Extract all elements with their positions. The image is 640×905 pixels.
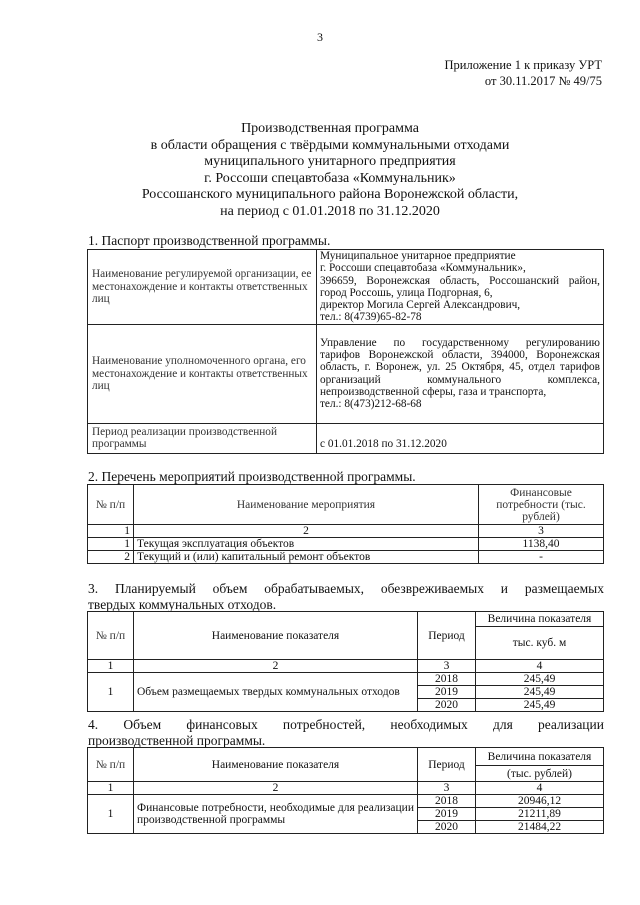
- section-2-heading: 2. Перечень мероприятий производственной программы.: [88, 469, 416, 484]
- row-name: Текущая эксплуатация объектов: [134, 538, 479, 551]
- table-row: [88, 551, 604, 564]
- passport-table: [87, 249, 604, 454]
- column-number-row: [88, 660, 604, 673]
- appendix-line-2: от 30.11.2017 № 49/75: [484, 74, 602, 88]
- table-header-row: [88, 612, 604, 627]
- row-value: -: [479, 551, 604, 564]
- row-value: 21211,89: [476, 808, 604, 821]
- value-line: Управление по государственному регулированию тарифов Воронежской области, 394000, Воронежская область, г. Воронеж, ул. 25 Октября, 45, отдел тарифов организаций коммунального комплекса, непроизводственной сферы, газа и транспорта,: [320, 336, 600, 399]
- col-number: 1: [88, 660, 134, 673]
- column-number-row: [88, 525, 604, 538]
- passport-value: [317, 324, 604, 423]
- passport-label: Наименование регулируемой организации, ее местонахождение и контакты ответственных лиц: [88, 250, 317, 325]
- row-value: 1138,40: [479, 538, 604, 551]
- row-value: 245,49: [476, 699, 604, 712]
- row-period: 2018: [418, 795, 476, 808]
- header-value: Финансовые потребности (тыс. рублей): [479, 485, 604, 525]
- passport-value: с 01.01.2018 по 31.12.2020: [317, 423, 604, 453]
- row-value: 20946,12: [476, 795, 604, 808]
- row-num: 1: [88, 673, 134, 712]
- title-line: г. Россоши спецавтобаза «Коммунальник»: [204, 170, 456, 186]
- col-number: 1: [88, 525, 134, 538]
- row-period: 2019: [418, 686, 476, 699]
- title-line: в области обращения с твёрдыми коммунальными отходами: [150, 137, 510, 153]
- financial-needs-table: [87, 747, 604, 834]
- header-value: Величина показателя: [476, 612, 604, 627]
- heading-line: твердых коммунальных отходов.: [88, 597, 277, 612]
- table-row: [88, 673, 604, 686]
- col-number: 3: [418, 782, 476, 795]
- table-header-row: [88, 485, 604, 525]
- header-name: Наименование показателя: [134, 612, 418, 660]
- header-num: № п/п: [88, 485, 134, 525]
- header-unit: (тыс. рублей): [476, 766, 604, 782]
- header-value: Величина показателя: [476, 748, 604, 766]
- page-number: 3: [317, 30, 323, 44]
- table-row: [88, 423, 604, 453]
- title-line: Производственная программа: [241, 121, 419, 136]
- title-line: муниципального унитарного предприятия: [204, 154, 456, 169]
- value-line: 396659, Воронежская область, Россошанский район, город Россошь, улица Подгорная, 6,: [320, 274, 600, 299]
- col-number: 4: [476, 660, 604, 673]
- row-value: 245,49: [476, 673, 604, 686]
- row-value: 245,49: [476, 686, 604, 699]
- header-num: № п/п: [88, 748, 134, 782]
- header-period: Период: [418, 748, 476, 782]
- measures-table: [87, 484, 604, 564]
- heading-line: 3. Планируемый объем обрабатываемых, обезвреживаемых и размещаемых: [88, 581, 604, 596]
- row-num: 2: [88, 551, 134, 564]
- header-name: Наименование мероприятия: [134, 485, 479, 525]
- column-number-row: [88, 782, 604, 795]
- heading-line: 4. Объем финансовых потребностей, необходимых для реализации: [88, 717, 604, 732]
- row-name: Финансовые потребности, необходимые для реализации производственной программы: [134, 795, 418, 834]
- appendix-note: [380, 57, 602, 89]
- col-number: 3: [418, 660, 476, 673]
- row-period: 2019: [418, 808, 476, 821]
- value-line: г. Россоши спецавтобаза «Коммунальник»,: [320, 262, 526, 275]
- row-value: 21484,22: [476, 821, 604, 834]
- value-line: тел.: 8(4739)65-82-78: [320, 311, 422, 324]
- row-period: 2020: [418, 699, 476, 712]
- col-number: 3: [479, 525, 604, 538]
- waste-volume-table: [87, 611, 604, 712]
- col-number: 2: [134, 782, 418, 795]
- table-row: [88, 795, 604, 808]
- appendix-line-1: Приложение 1 к приказу УРТ: [444, 58, 602, 72]
- title-line: Россошанского муниципального района Воронежской области,: [141, 187, 519, 202]
- section-4-heading: [88, 717, 604, 749]
- header-unit: тыс. куб. м: [476, 627, 604, 660]
- value-line: Муниципальное унитарное предприятие: [320, 250, 516, 262]
- header-name: Наименование показателя: [134, 748, 418, 782]
- table-header-row: [88, 748, 604, 766]
- passport-label: Наименование уполномоченного органа, его местонахождение и контакты ответственных лиц: [88, 324, 317, 423]
- value-line: директор Могила Сергей Александрович,: [320, 299, 521, 312]
- heading-line: производственной программы.: [88, 733, 266, 748]
- row-period: 2020: [418, 821, 476, 834]
- section-1-heading: 1. Паспорт производственной программы.: [88, 233, 331, 248]
- row-name: Текущий и (или) капитальный ремонт объектов: [134, 551, 479, 564]
- table-row: [88, 324, 604, 423]
- passport-label: Период реализации производственной программы: [88, 423, 317, 453]
- row-name: Объем размещаемых твердых коммунальных отходов: [134, 673, 418, 712]
- col-number: 2: [134, 525, 479, 538]
- title-line: на период с 01.01.2018 по 31.12.2020: [220, 203, 440, 219]
- row-num: 1: [88, 538, 134, 551]
- col-number: 1: [88, 782, 134, 795]
- row-num: 1: [88, 795, 134, 834]
- value-line: тел.: 8(473)212-68-68: [320, 398, 422, 411]
- table-row: [88, 250, 604, 325]
- document-title: [60, 121, 600, 220]
- section-3-heading: [88, 581, 604, 613]
- col-number: 2: [134, 660, 418, 673]
- header-period: Период: [418, 612, 476, 660]
- col-number: 4: [476, 782, 604, 795]
- header-num: № п/п: [88, 612, 134, 660]
- passport-value: [317, 250, 604, 325]
- table-row: [88, 538, 604, 551]
- row-period: 2018: [418, 673, 476, 686]
